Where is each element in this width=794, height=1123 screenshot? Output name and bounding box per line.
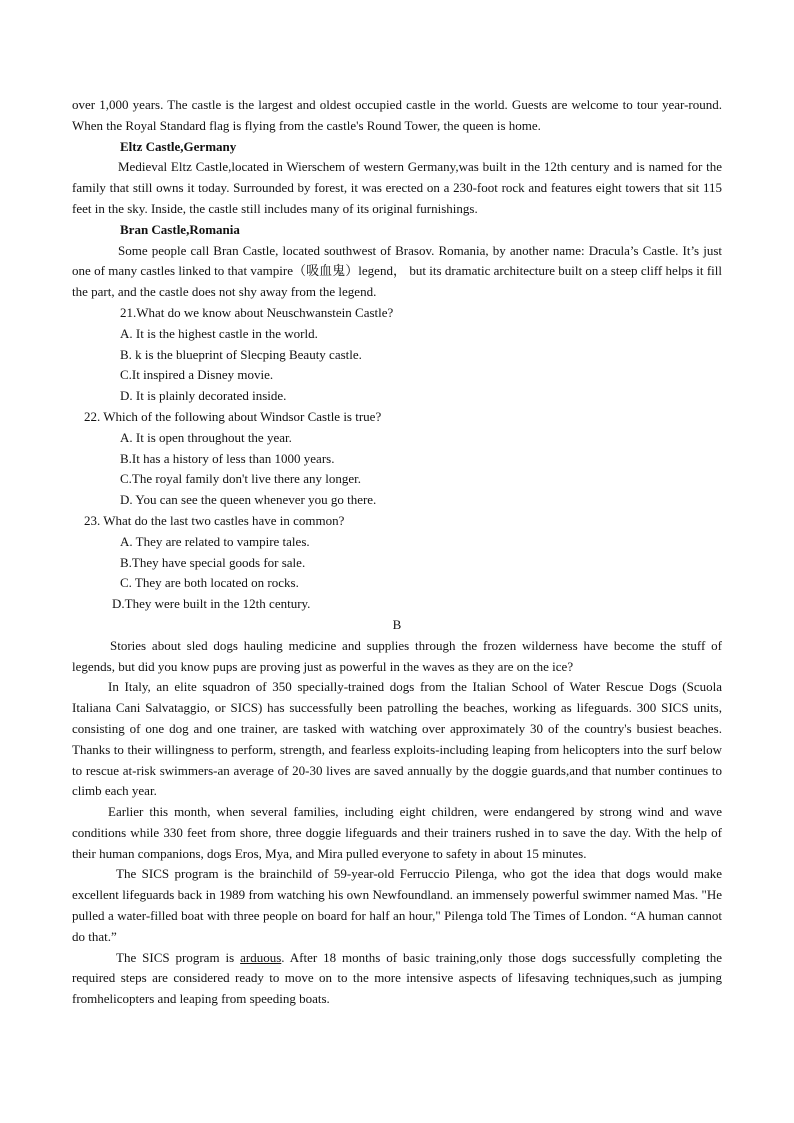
underlined-word: arduous bbox=[240, 949, 282, 965]
q22-option-a: A. It is open throughout the year. bbox=[120, 429, 292, 445]
passage-b-paragraph-3: Earlier this month, when several families, including eight children, were endangered by strong wind and wave conditions while 330 feet from shore, three doggie lifeguards and their trainers rushed in to save the day. With the help of their human companions, dogs Eros, Mya, and Mira pulled everyone to safety in about 15 minutes. bbox=[72, 804, 722, 861]
bran-heading: Bran Castle,Romania bbox=[120, 221, 240, 237]
q22-option-d: D. You can see the queen whenever you go there. bbox=[120, 492, 377, 508]
section-b-label: B bbox=[392, 616, 402, 632]
question-22: 22. Which of the following about Windsor Castle is true? bbox=[84, 408, 382, 424]
eltz-heading: Eltz Castle,Germany bbox=[120, 138, 237, 154]
q21-option-b: B. k is the blueprint of Slecping Beauty castle. bbox=[120, 346, 362, 362]
intro-paragraph-end: over 1,000 years. The castle is the largest and oldest occupied castle in the world. Guests are welcome to tour year-round. When the Royal Standard flag is flying from the castle's Round Tower, the queen is home. bbox=[72, 97, 722, 133]
passage-b-paragraph-1: Stories about sled dogs hauling medicine and supplies through the frozen wilderness have become the stuff of legends, but did you know pups are proving just as powerful in the waves as they are on the ice? bbox=[72, 637, 722, 674]
p5-rest: . After 18 months of basic training,only those dogs successfully completing the required steps are considered ready to move on to the more intensive aspects of lifesaving techniques,such as jumping fromhelicopters and leaping from speeding boats. bbox=[72, 949, 722, 1007]
q21-option-a: A. It is the highest castle in the world. bbox=[120, 325, 318, 341]
eltz-paragraph: Medieval Eltz Castle,located in Wierschem of western Germany,was built in the 12th century and is named for the family that still owns it today. Surrounded by forest, it was erected on a 230-foot rock and features eight towers that sit 115 feet in the sky. Inside, the castle still includes many of its original furnishings. bbox=[72, 159, 722, 216]
document-page bbox=[72, 95, 722, 1010]
q22-option-b: B.It has a history of less than 1000 years. bbox=[120, 450, 335, 466]
passage-b-paragraph-4: The SICS program is the brainchild of 59-year-old Ferruccio Pilenga, who got the idea that dogs would make excellent lifeguards back in 1989 from watching his own Newfoundland. an immensely powerful swimmer named Mas. "He pulled a water-filled boat with three people on board for half an hour," Pilenga told The Times of London. “A human cannot do that.” bbox=[72, 866, 722, 944]
q23-option-d: D.They were built in the 12th century. bbox=[112, 596, 311, 612]
bran-paragraph: Some people call Bran Castle, located southwest of Brasov. Romania, by another name: Dracula’s Castle. It’s just one of many castles linked to that vampire（吸血鬼）legend， but its dramatic architecture built on a steep cliff helps it fill the part, and the castle does not shy away from the legend. bbox=[72, 242, 722, 300]
passage-b-paragraph-2: In Italy, an elite squadron of 350 specially-trained dogs from the Italian School of Water Rescue Dogs (Scuola Italiana Cani Salvataggio, or SICS) has successfully been patrolling the beaches, working as lifeguards. 300 SICS units, consisting of one dog and one trainer, are tasked with watching over approximately 30 of the country's busiest beaches. Thanks to their willingness to perform, strength, and fearless exploits-including leaping from helicopters into the surf below to rescue at-risk swimmers-an average of 20-30 lives are saved annually by the doggie guards,and that number continues to climb each year. bbox=[72, 679, 722, 799]
q21-option-c: C.It inspired a Disney movie. bbox=[120, 367, 274, 383]
p5-start: The SICS program is bbox=[116, 949, 241, 965]
q23-option-b: B.They have special goods for sale. bbox=[120, 554, 306, 570]
q21-option-d: D. It is plainly decorated inside. bbox=[120, 388, 287, 404]
q22-option-c: C.The royal family don't live there any longer. bbox=[120, 471, 361, 487]
q23-option-a: A. They are related to vampire tales. bbox=[120, 533, 310, 549]
question-21: 21.What do we know about Neuschwanstein Castle? bbox=[120, 304, 394, 320]
passage-b-paragraph-5 bbox=[72, 948, 722, 1010]
q23-option-c: C. They are both located on rocks. bbox=[120, 575, 299, 591]
question-23: 23. What do the last two castles have in common? bbox=[84, 512, 345, 528]
